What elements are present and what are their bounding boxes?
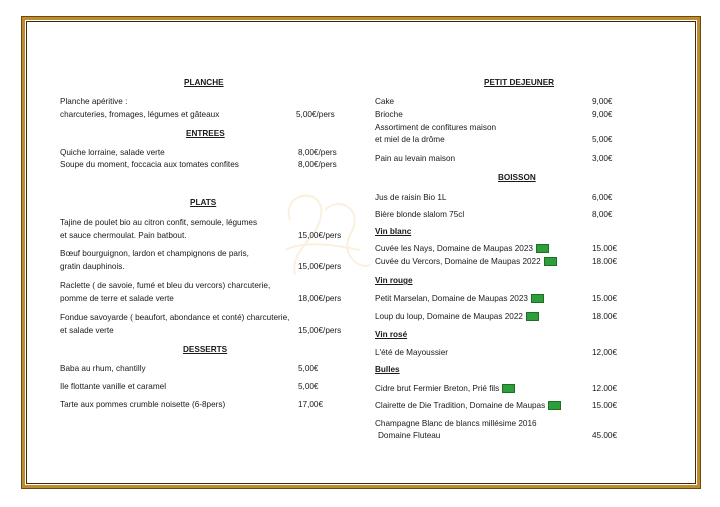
sparkling-item [375, 384, 515, 394]
wine-item [375, 244, 549, 254]
entree-item-name: Soupe du moment, foccacia aux tomates confites [60, 160, 239, 169]
breakfast-item-name: Brioche [375, 110, 403, 119]
watermark-logo [270, 180, 380, 300]
plat-item-price: 15,00€/pers [298, 231, 342, 240]
drink-item-price: 8,00€ [592, 210, 613, 219]
breakfast-item-line1: Assortiment de confitures maison [375, 123, 497, 132]
breakfast-item-price: 9,00€ [592, 110, 613, 119]
sparkling-item-price: 15.00€ [592, 401, 618, 410]
breakfast-item-name: Cake [375, 97, 395, 106]
planche-item-line1: Planche apéritive : [60, 97, 128, 106]
wine-item-price: 18.00€ [592, 257, 618, 266]
entree-item-name: Quiche lorraine, salade verte [60, 148, 165, 157]
sparkling-item-price: 45.00€ [592, 431, 618, 440]
plat-item-line1: Tajine de poulet bio au citron confit, semoule, légumes [60, 218, 258, 227]
wine-item [375, 312, 539, 322]
wine-item-name: L'été de Mayoussier [375, 348, 449, 357]
vin-blanc-heading: Vin blanc [375, 227, 412, 236]
plat-item-line1: Fondue savoyarde ( beaufort, abondance et conté) charcuterie, [60, 313, 290, 322]
sparkling-item-price: 12.00€ [592, 384, 618, 393]
wine-item-name: Loup du loup, Domaine de Maupas 2022 [375, 312, 523, 321]
organic-badge-icon [531, 294, 544, 303]
organic-badge-icon [502, 384, 515, 393]
wine-item-name: Petit Marselan, Domaine de Maupas 2023 [375, 294, 528, 303]
boisson-heading: BOISSON [498, 173, 536, 182]
wine-item-name: Cuvée du Vercors, Domaine de Maupas 2022 [375, 257, 541, 266]
drink-item-price: 6,00€ [592, 193, 613, 202]
dessert-item-name: Baba au rhum, chantilly [60, 364, 146, 373]
sparkling-item-name: Cidre brut Fermier Breton, Prié fils [375, 384, 500, 393]
wine-item [375, 257, 557, 267]
breakfast-item-price: 9,00€ [592, 97, 613, 106]
planche-item-line2: charcuteries, fromages, légumes et gâteaux [60, 110, 220, 119]
drink-item-name: Bière blonde slalom 75cl [375, 210, 465, 219]
organic-badge-icon [526, 312, 539, 321]
plat-item-line1: Bœuf bourguignon, lardon et champignons de paris, [60, 249, 249, 258]
wine-item-price: 15.00€ [592, 244, 618, 253]
breakfast-item-price: 3,00€ [592, 154, 613, 163]
wine-item [375, 294, 544, 304]
organic-badge-icon [548, 401, 561, 410]
sparkling-item-line2: Domaine Fluteau [378, 431, 441, 440]
breakfast-item-line2: et miel de la drôme [375, 135, 445, 144]
planche-heading: PLANCHE [184, 78, 224, 87]
plat-item-price: 18,00€/pers [298, 294, 342, 303]
plat-item-line2: et sauce chermoulat. Pain batbout. [60, 231, 187, 240]
entree-item-price: 8,00€/pers [298, 160, 337, 169]
dessert-item-price: 5,00€ [298, 364, 319, 373]
breakfast-item-name: Pain au levain maison [375, 154, 456, 163]
wine-item-price: 12,00€ [592, 348, 618, 357]
plat-item-price: 15,00€/pers [298, 262, 342, 271]
breakfast-item-price: 5,00€ [592, 135, 613, 144]
plats-heading: PLATS [190, 198, 217, 207]
drink-item-name: Jus de raisin Bio 1L [375, 193, 447, 202]
plat-item-line2: gratin dauphinois. [60, 262, 125, 271]
sparkling-item-line1: Champagne Blanc de blancs millésime 2016 [375, 419, 537, 428]
plat-item-price: 15,00€/pers [298, 326, 342, 335]
entrees-heading: ENTREES [186, 129, 225, 138]
plat-item-line2: pomme de terre et salade verte [60, 294, 174, 303]
wine-item-price: 15.00€ [592, 294, 618, 303]
dessert-item-price: 5,00€ [298, 382, 319, 391]
dessert-item-name: Ile flottante vanille et caramel [60, 382, 167, 391]
desserts-heading: DESSERTS [183, 345, 228, 354]
petit-dejeuner-heading: PETIT DEJEUNER [484, 78, 555, 87]
plat-item-line1: Raclette ( de savoie, fumé et bleu du vercors) charcuterie, [60, 281, 271, 290]
wine-item-name: Cuvée les Nays, Domaine de Maupas 2023 [375, 244, 533, 253]
entree-item-price: 8,00€/pers [298, 148, 337, 157]
sparkling-item [375, 401, 561, 411]
dessert-item-name: Tarte aux pommes crumble noisette (6-8pers) [60, 400, 226, 409]
organic-badge-icon [536, 244, 549, 253]
planche-item-price: 5,00€/pers [296, 110, 335, 119]
vin-rouge-heading: Vin rouge [375, 276, 413, 285]
plat-item-line2: et salade verte [60, 326, 114, 335]
dessert-item-price: 17,00€ [298, 400, 324, 409]
vin-rose-heading: Vin rosé [375, 330, 408, 339]
wine-item-price: 18.00€ [592, 312, 618, 321]
organic-badge-icon [544, 257, 557, 266]
sparkling-item-name: Clairette de Die Tradition, Domaine de Maupas [375, 401, 546, 410]
bulles-heading: Bulles [375, 365, 400, 374]
